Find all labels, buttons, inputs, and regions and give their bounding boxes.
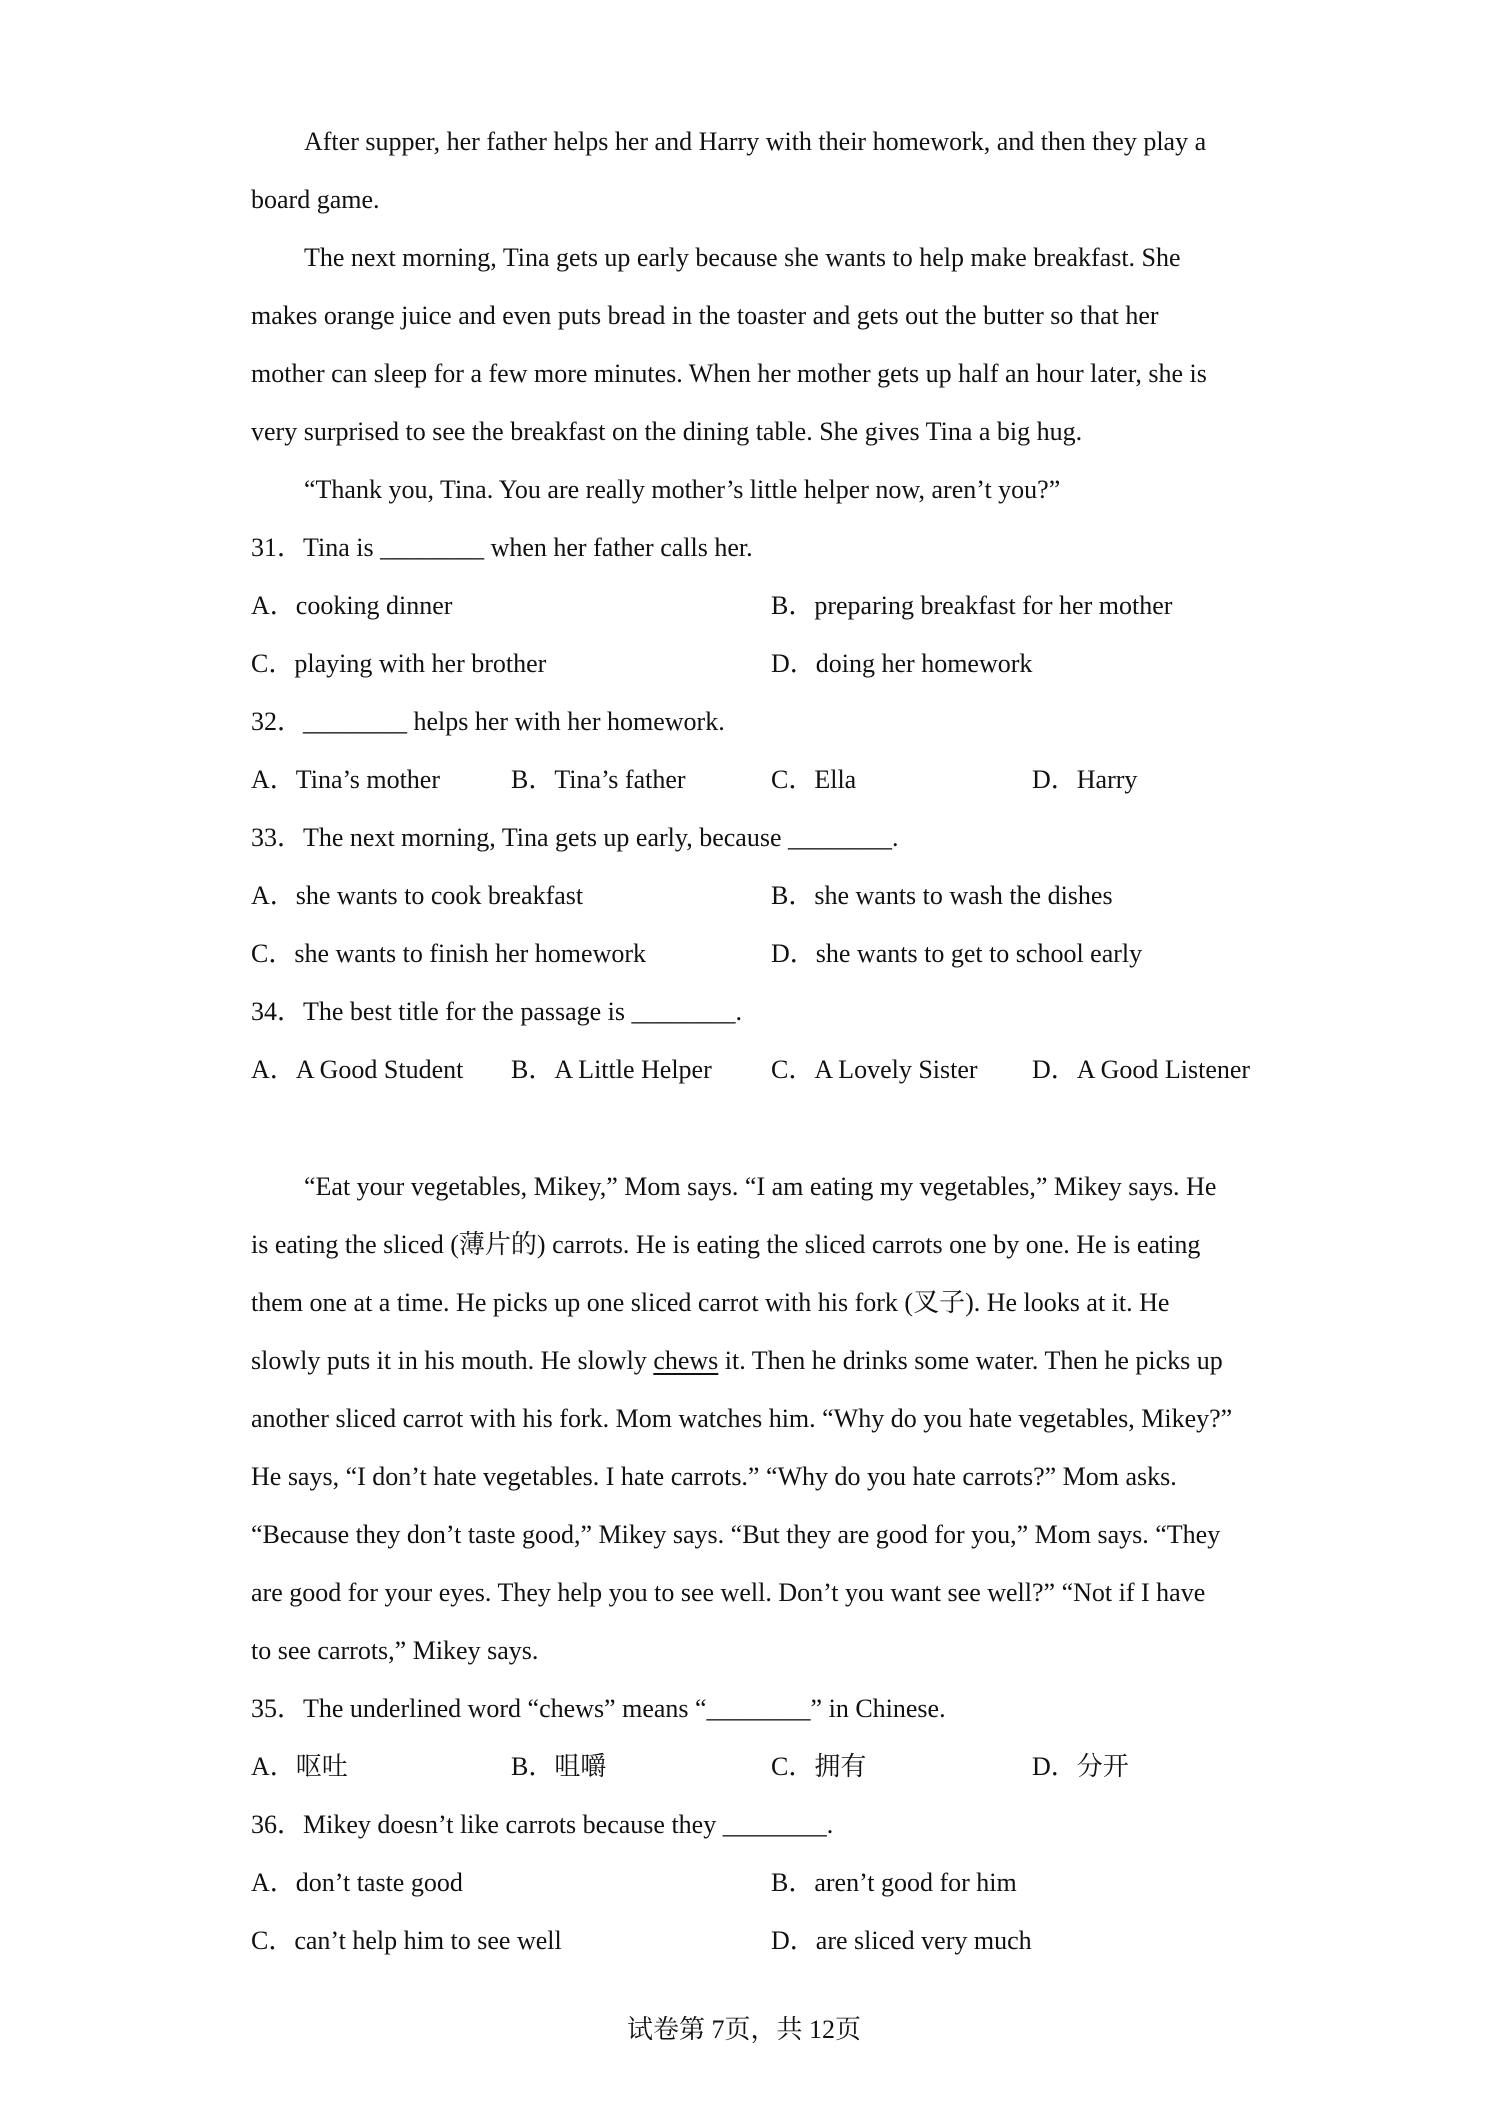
question-32-stem: 32．________ helps her with her homework. xyxy=(251,707,725,736)
q32-option-b: B．Tina’s father xyxy=(511,765,686,794)
q36-option-c: C．can’t help him to see well xyxy=(251,1926,562,1955)
passage2-line: is eating the sliced (薄片的) carrots. He is eating the sliced carrots one by one. He is eating xyxy=(251,1230,1201,1259)
passage2-line xyxy=(251,1345,1261,1377)
passage1-line: The next morning, Tina gets up early because she wants to help make breakfast. She xyxy=(304,243,1181,272)
passage2-line: “Because they don’t taste good,” Mikey says. “But they are good for you,” Mom says. “They xyxy=(251,1520,1221,1549)
passage2-line: “Eat your vegetables, Mikey,” Mom says. “I am eating my vegetables,” Mikey says. He xyxy=(304,1172,1217,1201)
passage2-text: slowly puts it in his mouth. He slowly xyxy=(251,1346,654,1375)
passage1-line: makes orange juice and even puts bread in the toaster and gets out the butter so that her xyxy=(251,301,1159,330)
q35-option-d: D．分开 xyxy=(1032,1752,1129,1781)
question-33-stem: 33．The next morning, Tina gets up early, because ________. xyxy=(251,823,899,852)
question-36-stem: 36．Mikey doesn’t like carrots because they ________. xyxy=(251,1810,834,1839)
passage2-line: them one at a time. He picks up one sliced carrot with his fork (叉子). He looks at it. He xyxy=(251,1288,1170,1317)
q34-option-b: B．A Little Helper xyxy=(511,1055,712,1084)
question-35-stem: 35．The underlined word “chews” means “________” in Chinese. xyxy=(251,1694,946,1723)
q36-option-a: A．don’t taste good xyxy=(251,1868,463,1897)
passage2-line: He says, “I don’t hate vegetables. I hate carrots.” “Why do you hate carrots?” Mom asks. xyxy=(251,1462,1177,1491)
passage1-line: “Thank you, Tina. You are really mother’s little helper now, aren’t you?” xyxy=(304,475,1061,504)
passage2-text: it. Then he drinks some water. Then he picks up xyxy=(718,1346,1223,1375)
passage1-line: mother can sleep for a few more minutes. When her mother gets up half an hour later, she is xyxy=(251,359,1207,388)
question-31-stem: 31．Tina is ________ when her father calls her. xyxy=(251,533,753,562)
passage1-line: board game. xyxy=(251,185,380,214)
q33-option-a: A．she wants to cook breakfast xyxy=(251,881,584,910)
q35-option-b: B．咀嚼 xyxy=(511,1752,607,1781)
passage2-line: to see carrots,” Mikey says. xyxy=(251,1636,539,1665)
q36-option-b: B．aren’t good for him xyxy=(771,1868,1017,1897)
q34-option-a: A．A Good Student xyxy=(251,1055,464,1084)
q35-option-c: C．拥有 xyxy=(771,1752,867,1781)
q35-option-a: A．呕吐 xyxy=(251,1752,348,1781)
q36-option-d: D．are sliced very much xyxy=(771,1926,1032,1955)
question-34-stem: 34．The best title for the passage is ________. xyxy=(251,997,743,1026)
passage1-line: After supper, her father helps her and Harry with their homework, and then they play a xyxy=(304,127,1207,156)
underlined-word-chews: chews xyxy=(653,1346,719,1375)
q31-option-c: C．playing with her brother xyxy=(251,649,547,678)
q33-option-c: C．she wants to finish her homework xyxy=(251,939,647,968)
passage2-line: are good for your eyes. They help you to see well. Don’t you want see well?” “Not if I have xyxy=(251,1578,1206,1607)
q34-option-c: C．A Lovely Sister xyxy=(771,1055,978,1084)
q31-option-b: B．preparing breakfast for her mother xyxy=(771,591,1173,620)
q32-option-c: C．Ella xyxy=(771,765,857,794)
q31-option-a: A．cooking dinner xyxy=(251,591,453,620)
q33-option-b: B．she wants to wash the dishes xyxy=(771,881,1113,910)
q32-option-d: D．Harry xyxy=(1032,765,1138,794)
q33-option-d: D．she wants to get to school early xyxy=(771,939,1143,968)
passage2-line: another sliced carrot with his fork. Mom watches him. “Why do you hate vegetables, Mikey?” xyxy=(251,1404,1233,1433)
page-footer: 试卷第 7页，共 12页 xyxy=(626,2015,861,2044)
passage1-line: very surprised to see the breakfast on the dining table. She gives Tina a big hug. xyxy=(251,417,1083,446)
q32-option-a: A．Tina’s mother xyxy=(251,765,440,794)
q31-option-d: D．doing her homework xyxy=(771,649,1033,678)
q34-option-d: D．A Good Listener xyxy=(1032,1055,1251,1084)
